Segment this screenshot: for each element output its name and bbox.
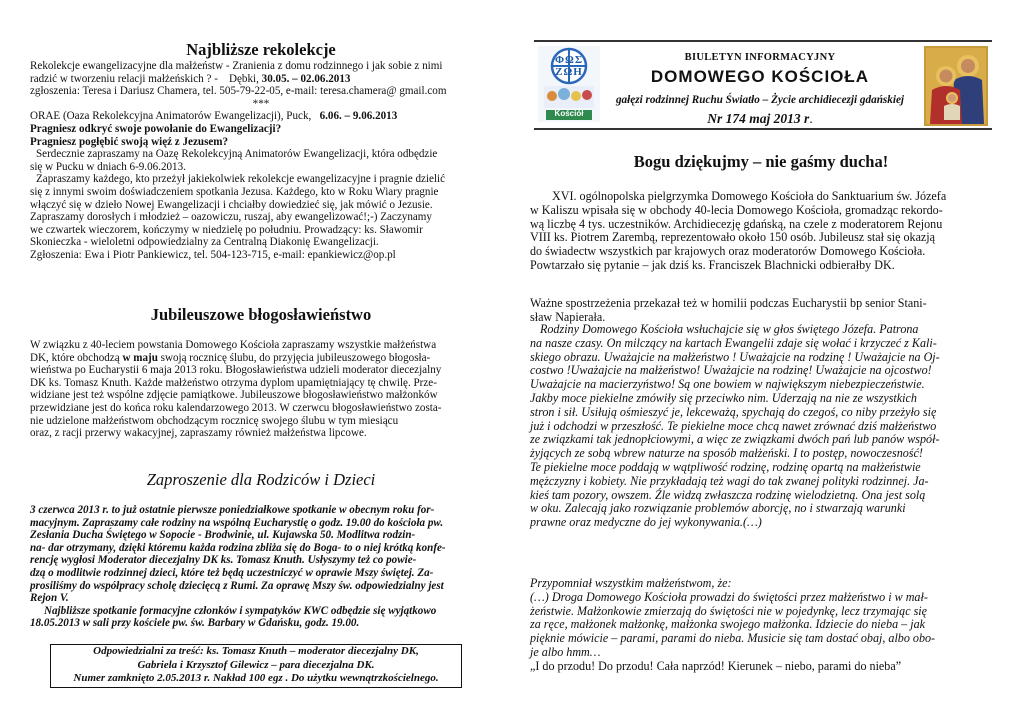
text-line: Najbliższe spotkanie formacyjne członków i sympatyków KWC odbędzie się wyjątkowo [44, 604, 437, 617]
text-line: włączyć się w dzieło Nowej Ewangelizacji i chciałby dowiedzieć się, jak mówić o Jezusie. [30, 198, 433, 211]
issue-number: Nr 174 maj 2013 r. [707, 111, 813, 126]
text-line: Pragniesz pogłębić swoją więź z Jezusem? [30, 135, 229, 148]
jubileusz-body [30, 339, 492, 440]
footer-line: Gabriela i Krzysztof Gilewicz – para diecezjalna DK. [137, 658, 375, 671]
text-line: sław Napierała. [530, 309, 606, 324]
text-line: 3 czerwca 2013 r. to już ostatnie pierwsze poniedziałkowe spotkanie w obecnym roku for- [30, 504, 435, 516]
rekolekcje-body [30, 60, 492, 262]
text-line: Rodziny Domowego Kościoła wsłuchajcie się w głos świętego Józefa. Patrona [540, 322, 919, 336]
text-line: na- dar otrzymany, dzięki któremu każda rodzina zbliża się do Boga- to o niej krótką konfe- [30, 541, 446, 554]
text-line: Zesłania Ducha Świętego w Sopocie - Brodwinie, ul. Kujawska 50. Modlitwa rodzin- [30, 529, 416, 542]
text-line: za ręce, małżonek małżonkę, małżonka swojego małżonka. Idziecie do nieba – jak [530, 617, 925, 632]
text-line: dzą o modlitwie rodzinnej dzieci, które też będą uczestniczyć w oprawie Mszy świętej. Za- [30, 566, 434, 579]
text-line: radzić w tworzeniu relacji małżeńskich ? - Dębki, 30.05. – 02.06.2013 [30, 72, 351, 85]
article-intro [530, 190, 992, 273]
text-line: pięknie mówicie – parami, parami do nieba. Musicie się tam dostać obaj, albo obo- [530, 631, 936, 646]
text-line: skiego obrazu. Uważajcie na małżeństwo ! Uważajcie na rodzinę ! Uważajcie na Oj- [530, 349, 940, 364]
text-line: VIII ks. Piotrem Zarembą, reprezentowało około 150 osób. Jubileusz stał się okazją [530, 230, 936, 245]
holy-family-icon [924, 46, 988, 126]
separator-stars: *** [252, 97, 270, 110]
ruch-logo [538, 46, 600, 122]
text-line: 18.05.2013 w sali przy kościele pw. św. Barbary w Gdańsku, godz. 19.00. [30, 617, 360, 630]
text-line: prosiliśmy do współpracy scholę dziecięcą z Rumi. Za oprawę Mszy św. odpowiedzialny jest [30, 579, 444, 592]
text-line: Zgłoszenia: Ewa i Piotr Pankiewicz, tel. 504-123-715, e-mail: epankiewicz@op.pl [30, 248, 396, 261]
holy-family-image-icon [924, 46, 988, 126]
text-line: Pragniesz odkryć swoje powołanie do Ewangelizacji? [30, 122, 282, 135]
text-line: DK ks. Tomasz Knuth. Każde małżeństwo otrzyma dyplom upamiętniający tę chwilę. Prze- [30, 376, 437, 389]
article-title: Bogu dziękujmy – nie gaśmy ducha! [633, 152, 889, 171]
text-line: macyjnym. Zapraszamy całe rodziny na wspólną Eucharystię o godz. 19.00 do kościoła pw. [30, 516, 444, 529]
text-line: Serdecznie zapraszamy na Oazę Rekolekcyjną Animatorów Ewangelizacji, która odbędzie [36, 148, 438, 161]
text-line: XVI. ogólnopolska pielgrzymka Domowego Kościoła do Sanktuarium św. Józefa [552, 189, 947, 203]
rekolekcje-heading: Najbliższe rekolekcje [186, 40, 336, 59]
text-line: Rekolekcje ewangelizacyjne dla małżeństw - Zranienia z domu rodzinnego i jak sobie z nimi [30, 60, 443, 72]
text-line: Ważne spostrzeżenia przekazał też w homilii podczas Eucharystii bp senior Stani- [530, 296, 927, 310]
editorial-footer [50, 644, 462, 688]
zaproszenie-body [30, 504, 492, 630]
text-line: Przypomniał wszystkim małżeństwom, że: [530, 576, 732, 590]
text-line: w Kaliszu wpisała się w obchody 40-lecia Domowego Kościoła, gromadząc rekordo- [530, 202, 943, 217]
footer-line: Odpowiedzialni za treść: ks. Tomasz Knuth – moderator diecezjalny DK, [93, 645, 419, 657]
logo-caption: Kościół [554, 109, 584, 118]
text-line: Jakby moce piekielne zmówiły się przeciwko nim. Uderzają na nie ze wszystkich [530, 390, 917, 405]
text-line: się w Pucku w dniach 6-9.06.2013. [30, 160, 186, 173]
text-line: Te piekielne moce poddają w wątpliwość rodzinę, rodzinę opartą na małżeństwie [530, 459, 921, 474]
article-closing [530, 577, 992, 674]
text-line: W związku z 40-leciem powstania Domowego Kościoła zapraszamy wszystkie małżeństwa [30, 339, 437, 351]
text-line: zgłoszenia: Teresa i Dariusz Chamera, tel. 505-79-22-05, e-mail: teresa.chamera@ gmail.com [30, 85, 447, 98]
text-line: żyjących ze sobą wbrew naturze na sposób małżeński. I to postęp, nowoczesność! [530, 446, 923, 461]
text-line: Uważajcie na macierzyństwo! Są one bowiem w największym niebezpieczeństwie. [530, 377, 925, 392]
text-line: Zapraszamy dorosłych i młodzież – oazowiczu, ruszaj, aby ewangelizować!;-) Zaczynamy [30, 211, 432, 224]
text-line: do świadectw wszystkich par krajowych oraz moderatorów Domowego Kościoła. [530, 244, 926, 259]
article-quote [530, 323, 992, 530]
footer-line: Numer zamknięto 2.05.2013 r. Nakład 100 egz . Do użytku wewnątrzkościelnego. [73, 672, 439, 685]
text-line: Skonieczka - wieloletni odpowiedzialny za Centralną Diakonię Ewangelizacji. [30, 236, 379, 249]
jubileusz-heading: Jubileuszowe błogosławieństwo [150, 305, 372, 324]
text-line: żeństwie. Małżonkowie zmierzają do świętości nie w pojedynkę, lecz trzymając się [530, 603, 928, 618]
text-line: Zapraszamy każdego, kto przeżył jakiekolwiek rekolekcje ewangelizacyjne i pragnie dzielić [36, 173, 446, 186]
text-line: we czwartek wieczorem, kończymy w niedzielę po południu. Prowadzący: ks. Sławomir [30, 223, 423, 236]
text-line: już i odchodzi w przeszłość. Te piekielne moce chcą nawet zrównać dziś małżeństwo [530, 418, 937, 433]
text-line: rencję wygłosi Moderator diecezjalny DK ks. Tomasz Knuth. Usłyszymy też co powie- [30, 554, 417, 567]
text-line: wą liczbę 4 tys. uczestników. Archidiecezję gdańską, na czele z moderatorem Rejonu [530, 216, 943, 231]
text-line: się z innymi swoim doświadczeniem spotkania Jezusa. Każdego, kto w Roku Wiary pragnie [30, 185, 439, 198]
text-line: costwo !Uważajcie na małżeństwo! Uważajcie na rodzinę! Uważajcie na ojcostwo! [530, 363, 932, 378]
text-line: ze związkami tak jednopłciowymi, a więc ze związkami dwóch pań lub panów współ- [530, 432, 940, 447]
text-line: stron i sił. Usiłują ośmieszyć je, lekceważą, spychają do czegoś, co niby przeżyło się [530, 404, 937, 419]
text-line: nie udzielone małżeństwom obchodzącym rocznicę swojego ślubu w tym miesiącu [30, 414, 399, 427]
text-line: oraz, z racji przerwy wakacyjnej, zapraszamy również małżeństwa lipcowe. [30, 427, 367, 440]
text-line: przewidziane jest do końca roku kalendarzowego 2013. W czerwcu błogosławieństwo zosta- [30, 401, 442, 414]
text-line: je albo hmm… [530, 644, 601, 659]
article-homily [530, 297, 992, 325]
text-line: mężczyzny i kobiety. Nie przykładają też wagi do tak zwanej polityki rodzinnej. Ja- [530, 473, 929, 488]
biuletyn-label: BIULETYN INFORMACYJNY [684, 52, 836, 63]
text-line: widziane jest też wspólne zdjęcie pamiątkowe. Jubileuszowe błogosławieństwo małżonków [30, 389, 438, 402]
masthead-title: DOMOWEGO KOŚCIOŁA [650, 67, 870, 86]
zaproszenie-heading: Zaproszenie dla Rodziców i Dzieci [146, 470, 376, 489]
text-line: na nasze czasy. On milczący na kartach Ewangelii zdaje się wołać i krzyczeć z Kali- [530, 335, 937, 350]
text-line: prawne oraz medyczne do jej wykonywania.(…) [530, 515, 762, 530]
text-line: „I do przodu! Do przodu! Cała naprzód! Kierunek – niebo, parami do nieba” [530, 658, 902, 673]
masthead-subtitle: gałęzi rodzinnej Ruchu Światło – Życie archidiecezji gdańskiej [615, 94, 905, 106]
text-line: Powtarzało się pytanie – jak dziś ks. Franciszek Blachnicki odbierałby DK. [530, 257, 895, 272]
text-line: Rejon V. [30, 592, 69, 605]
text-line: DK, które obchodzą w maju swoją rocznicę ślubu, do przyjęcia jubileuszowego błogosła- [30, 351, 431, 364]
text-line: ORAE (Oaza Rekolekcyjna Animatorów Ewangelizacji), Puck, 6.06. – 9.06.2013 [30, 110, 398, 123]
text-line: wieństwa po Eucharystii 6 maja 2013 roku. Błogosławieństwa udzieli moderator diecezjalny [30, 364, 442, 377]
text-line: (…) Droga Domowego Kościoła prowadzi do świętości przez małżeństwo i w mał- [530, 589, 928, 604]
text-line: kieś tam pozory, owszem. Źle widzą zwłaszcza rodzinę wielodzietną. Ona jest solą [530, 487, 926, 502]
logo-text: ΦΩΣ ΖΩΗ [554, 54, 584, 78]
text-line: w oku. Zalecają jako rozwiązanie problemów aborcję, no i stwarzają warunki [530, 501, 906, 516]
